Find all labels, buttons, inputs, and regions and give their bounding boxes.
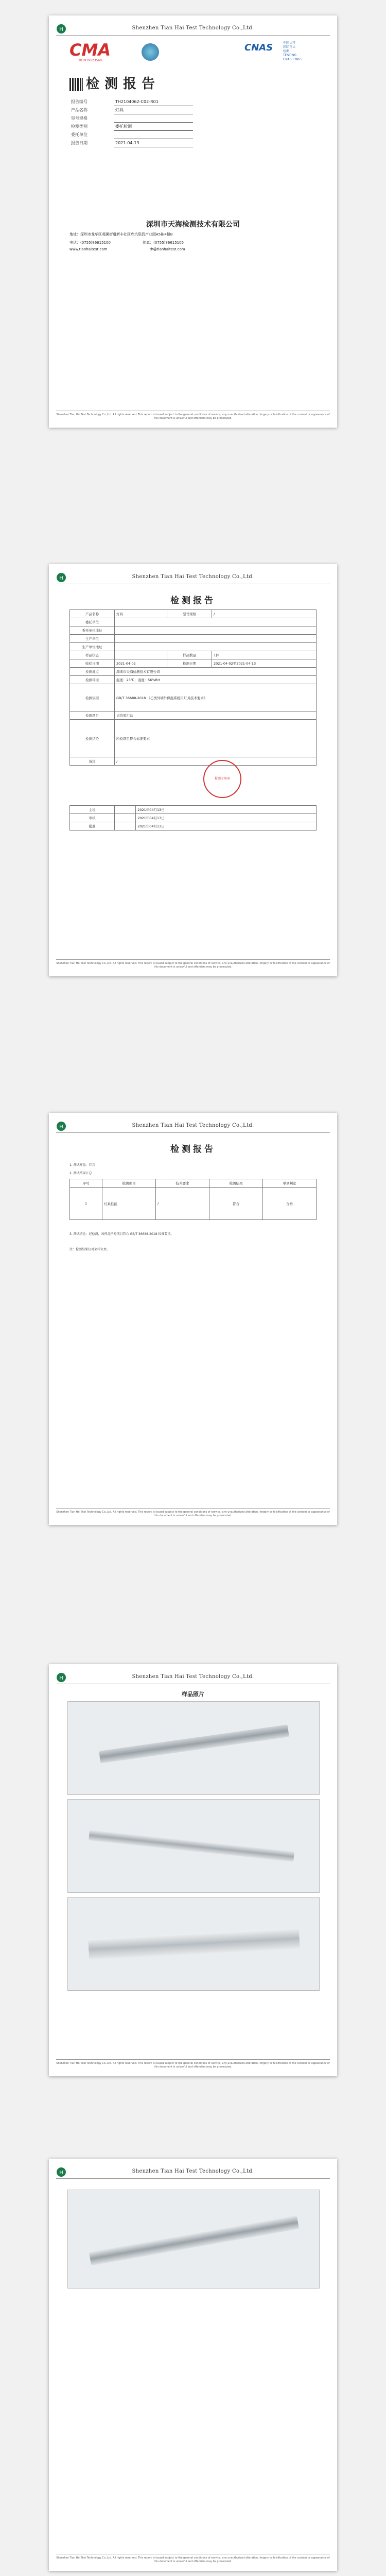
table-cell: 生产单位地址 [70,643,115,651]
page-title: 样品照片 [182,1691,204,1698]
field-label: 报告日期 [71,141,87,145]
sample-photo [67,1799,320,1893]
page-header [56,571,330,584]
lamp-bar-image [89,2216,299,2266]
field-value: 灯具 [114,106,193,114]
lamp-bar-image [89,1830,294,1862]
table-cell: 收样日期 [70,659,115,668]
page-header [56,1120,330,1133]
page-header [56,23,330,36]
table-row [70,635,317,643]
globe-icon [142,43,159,61]
table-cell: 生产单位 [70,635,115,643]
svg-text:H: H [59,27,63,32]
signature-name [115,822,136,831]
page-title: 检测报告 [170,1144,216,1155]
table-cell [115,618,317,626]
table-row [70,610,317,618]
lab-tel: 电话：(0755)86615100 [69,241,111,245]
lamp-bar-image [88,1928,300,1959]
cover-field-row [69,139,193,147]
field-label: 报告编号 [71,99,87,105]
stamp-text: 检测专用章 [214,777,230,781]
table-cell: 1 [70,1188,102,1220]
signature-date: 2021年04月13日 [136,806,317,814]
lab-website: www.tianhaitest.com [69,247,108,251]
lab-address: 地址：深圳市龙华区观澜街道新丰社区库坑联润产业园A5栋4楼B [69,232,173,236]
signature-role: 主检 [70,806,115,814]
field-value: TH2104062-C02-R01 [114,98,193,106]
cover-field-row [69,123,193,131]
table-cell: 委托单位地址 [70,626,115,635]
cover-field-row [69,131,193,139]
header-title: Shenzhen Tian Hai Test Technology Co.,Ltd. [132,1123,254,1128]
table-cell: 检测项目 [70,711,115,720]
page-footer [56,959,330,969]
field-value: 委托检测 [114,123,193,131]
footer-disclaimer: Shenzhen Tian Hai Test Technology Co.,Ltd. All rights reserved. This report is issued subject to the general conditions of service; any unauthorized alteration, forgery or falsification of the content or appearance of this document is unlawful and offenders may be prosecuted. [56,2062,330,2069]
table-row [70,676,317,684]
table-cell: 检测依据 [70,684,115,711]
sample-photo [67,1701,320,1795]
cma-number: 201919123560 [78,59,102,62]
lab-name: 深圳市天海检测技术有限公司 [146,221,240,229]
lamp-bar-image [99,1724,289,1763]
table-cell: 合格 [262,1188,316,1220]
table-cell: 所检项目符合标准要求 [115,720,317,757]
table-cell: 1件 [212,651,317,659]
report-title [69,73,160,92]
table-row [70,757,317,766]
table-cell: / [156,1188,209,1220]
column-header: 技术要求 [156,1179,209,1188]
field-label: 委托单位 [71,132,87,137]
page-footer [56,2059,330,2069]
report-page-photos [49,1664,337,2076]
page-footer [56,2554,330,2564]
column-header: 序号 [70,1179,102,1188]
signature-date: 2021年04月13日 [136,814,317,822]
lab-web [69,247,327,251]
page-footer [56,411,330,420]
table-cell [115,626,317,635]
table-cell: 检测地点 [70,668,115,676]
table-cell: 委托单位 [70,618,115,626]
signature-name [115,814,136,822]
report-page-summary [49,564,337,976]
table-cell: 检测结论 [70,720,115,757]
header-title: Shenzhen Tian Hai Test Technology Co.,Ltd. [132,574,254,580]
table-row [70,643,317,651]
table-row [70,684,317,711]
table-cell: 2021-04-02至2021-04-13 [212,659,317,668]
table-cell: GB/T 36688-2018 《乙类外墙外保温系统用灯具技术要求》 [115,684,317,711]
cover-field-row [69,98,193,106]
table-cell: / [115,757,317,766]
table-cell: / [212,610,317,618]
signature-role: 审核 [70,814,115,822]
table-cell: 灯具性能 [102,1188,156,1220]
table-cell: 样品数量 [167,651,212,659]
inspection-stamp [203,760,241,798]
table-row [70,659,317,668]
table-row [70,651,317,659]
page-title: 检测报告 [170,596,216,606]
section-conclusion: 3. 测试结论：经检测，该样品所检项目符合 GB/T 36688-2018 标准要求。 [69,1232,174,1236]
cma-mark [69,41,111,67]
field-value [114,131,193,139]
page-header [56,1671,330,1684]
signature-date: 2021年04月13日 [136,822,317,831]
column-header: 单项判定 [262,1179,316,1188]
signature-name [115,806,136,814]
table-cell: 见结果汇总 [115,711,317,720]
svg-text:H: H [59,1675,63,1681]
qr-code-icon [69,78,83,91]
signature-table [69,805,317,831]
table-cell [115,651,167,659]
table-cell: 灯具 [115,610,167,618]
cnas-logo: CNAS [244,42,273,53]
table-cell: 符合 [209,1188,262,1220]
results-table [69,1179,317,1220]
table-header-row [70,1179,317,1188]
field-label: 产品名称 [71,108,87,112]
lab-email: th@tianhaitest.com [149,247,185,251]
lab-fax: 传真：(0755)86615105 [143,241,184,245]
table-row [70,1188,317,1220]
report-page-cover [49,15,337,428]
cnas-mark [244,42,280,67]
table-row [70,626,317,635]
signature-role: 批准 [70,822,115,831]
table-row [70,618,317,626]
table-cell [115,635,317,643]
cover-field-row [69,114,193,123]
header-title: Shenzhen Tian Hai Test Technology Co.,Ltd. [132,25,254,31]
table-cell [115,643,317,651]
table-cell: 温度：23℃；湿度：56%RH [115,676,317,684]
section-summary: 2. 测试结果汇总 [69,1172,92,1175]
table-cell: 2021-04-02 [115,659,167,668]
table-cell: 样品状态 [70,651,115,659]
field-label: 检测类别 [71,124,87,129]
column-header: 检测项目 [102,1179,156,1188]
footer-disclaimer: Shenzhen Tian Hai Test Technology Co.,Ltd. All rights reserved. This report is issued subject to the general conditions of service; any unauthorized alteration, forgery or falsification of the content or appearance of this document is unlawful and offenders may be prosecuted. [56,1511,330,1517]
footer-disclaimer: Shenzhen Tian Hai Test Technology Co.,Ltd. All rights reserved. This report is issued subject to the general conditions of service; any unauthorized alteration, forgery or falsification of the content or appearance of this document is unlawful and offenders may be prosecuted. [56,2556,330,2563]
sample-photo [67,2190,320,2289]
results-note: 注：检测结果仅对来样负责。 [69,1248,110,1251]
cnas-text: 中国认可 国际互认 检测 TESTING CNAS L3865 [283,41,303,61]
page-header [56,2166,330,2179]
table-cell: 型号规格 [167,610,212,618]
table-cell: 深圳市天海检测技术有限公司 [115,668,317,676]
svg-text:H: H [59,1124,63,1130]
section-sample: 1. 测试样品：灯具 [69,1163,95,1167]
footer-disclaimer: Shenzhen Tian Hai Test Technology Co.,Ltd. All rights reserved. This report is issued subject to the general conditions of service; any unauthorized alteration, forgery or falsification of the content or appearance of this document is unlawful and offenders may be prosecuted. [56,413,330,420]
table-row [70,711,317,720]
table-cell: 检测日期 [167,659,212,668]
cover-field-row [69,106,193,114]
svg-text:H: H [59,2170,63,2176]
svg-text:H: H [59,575,63,581]
table-cell: 检测环境 [70,676,115,684]
field-value [114,114,193,123]
cma-logo: CMA [69,40,111,60]
signature-row [70,822,317,831]
table-row [70,668,317,676]
lab-contact [69,240,327,245]
report-page-photos-continued [49,2159,337,2571]
field-label: 型号规格 [71,116,87,121]
field-value: 2021-04-13 [114,139,193,147]
sample-photo [67,1897,320,1991]
signature-row [70,806,317,814]
signature-row [70,814,317,822]
report-page-results [49,1113,337,1525]
summary-table [69,609,317,766]
header-title: Shenzhen Tian Hai Test Technology Co.,Ltd. [132,2168,254,2174]
header-title: Shenzhen Tian Hai Test Technology Co.,Ltd. [132,1674,254,1680]
page-footer [56,1508,330,1518]
table-cell: 产品名称 [70,610,115,618]
cover-info-table [69,98,193,147]
footer-disclaimer: Shenzhen Tian Hai Test Technology Co.,Ltd. All rights reserved. This report is issued subject to the general conditions of service; any unauthorized alteration, forgery or falsification of the content or appearance of this document is unlawful and offenders may be prosecuted. [56,962,330,969]
table-cell: 备注 [70,757,115,766]
column-header: 检测结果 [209,1179,262,1188]
table-row [70,720,317,757]
report-title-text: 检测报告 [86,76,161,92]
